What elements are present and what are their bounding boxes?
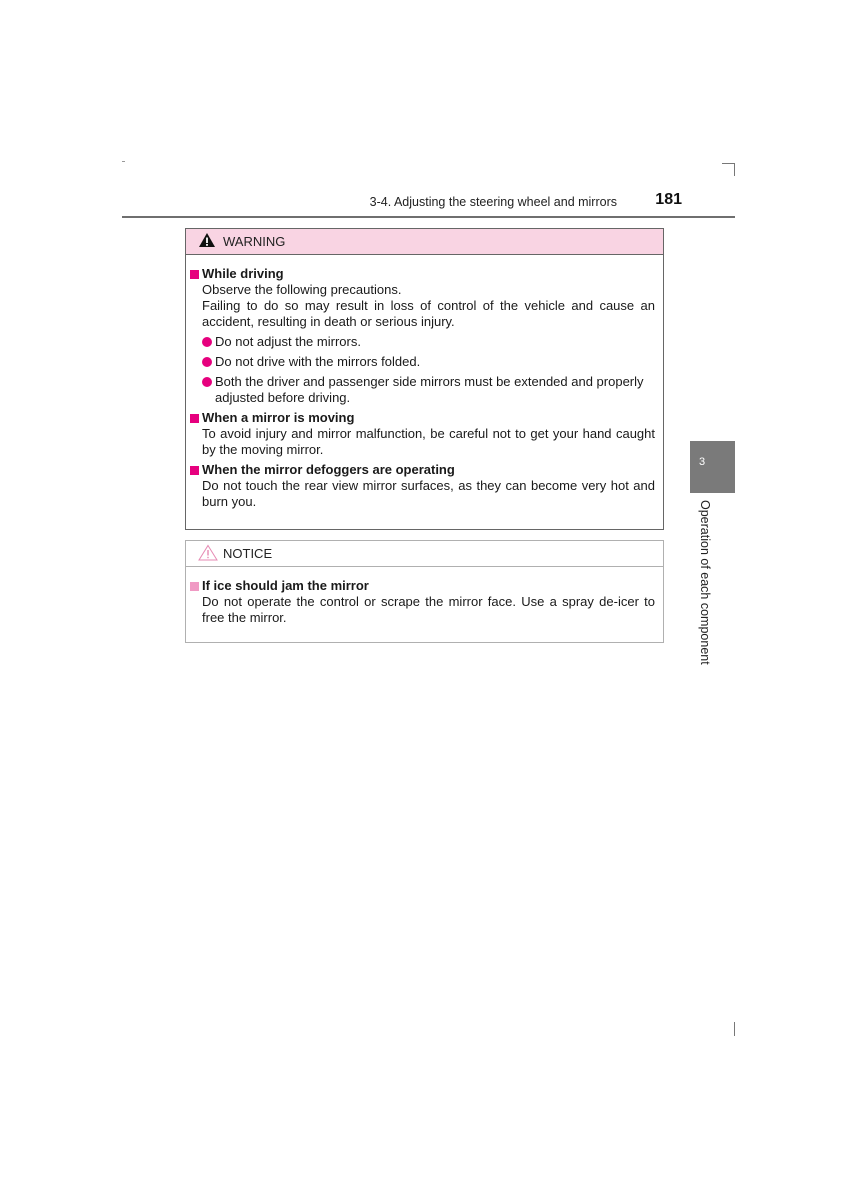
section-heading-text: When the mirror defoggers are operating [202,462,455,477]
paragraph: Observe the following precautions. [202,282,402,297]
section-heading-text: When a mirror is moving [202,410,355,425]
crop-mark-top-right-horizontal [722,163,735,164]
crop-mark-top-left [122,161,125,162]
paragraph: Failing to do so may result in loss of control of the vehicle and cause an accident, resulting in death or serious injury. [202,298,655,329]
round-bullet-icon [202,377,212,387]
warning-header [186,229,663,255]
round-bullet-icon [202,357,212,367]
square-bullet-icon [190,270,199,279]
square-bullet-icon [190,582,199,591]
chapter-label: Operation of each component [698,500,712,665]
list-item [202,374,655,406]
round-bullet-icon [202,337,212,347]
paragraph: Do not operate the control or scrape the mirror face. Use a spray de-icer to free the mirror. [202,594,655,625]
section-heading [190,462,655,478]
crop-mark-bottom-right [734,1022,735,1036]
section-heading [190,266,655,282]
section-title: 3-4. Adjusting the steering wheel and mirrors [369,195,617,209]
list-item-text: Do not drive with the mirrors folded. [215,354,421,369]
section-heading [190,578,655,594]
square-bullet-icon [190,414,199,423]
notice-header [186,541,663,567]
list-item-text: Both the driver and passenger side mirrors must be extended and properly adjusted before driving. [215,374,644,405]
section-heading-text: If ice should jam the mirror [202,578,369,593]
notice-triangle-icon [198,544,218,561]
section-heading-text: While driving [202,266,284,281]
paragraph: Do not touch the rear view mirror surfaces, as they can become very hot and burn you. [202,478,655,509]
page-number: 181 [655,191,682,208]
running-header [122,190,735,218]
paragraph: To avoid injury and mirror malfunction, be careful not to get your hand caught by the moving mirror. [202,426,655,457]
chapter-number: 3 [699,456,706,468]
notice-box [185,540,664,643]
header-rule [122,216,735,218]
chapter-tab [690,441,735,493]
square-bullet-icon [190,466,199,475]
section-heading [190,410,655,426]
crop-mark-top-right [734,163,735,176]
notice-label: NOTICE [223,546,273,561]
list-item [202,334,655,350]
warning-box [185,228,664,530]
list-item-text: Do not adjust the mirrors. [215,334,361,349]
list-item [202,354,655,370]
warning-label: WARNING [223,234,286,249]
warning-triangle-icon [198,232,216,248]
warning-body [186,255,663,510]
notice-body [186,567,663,626]
